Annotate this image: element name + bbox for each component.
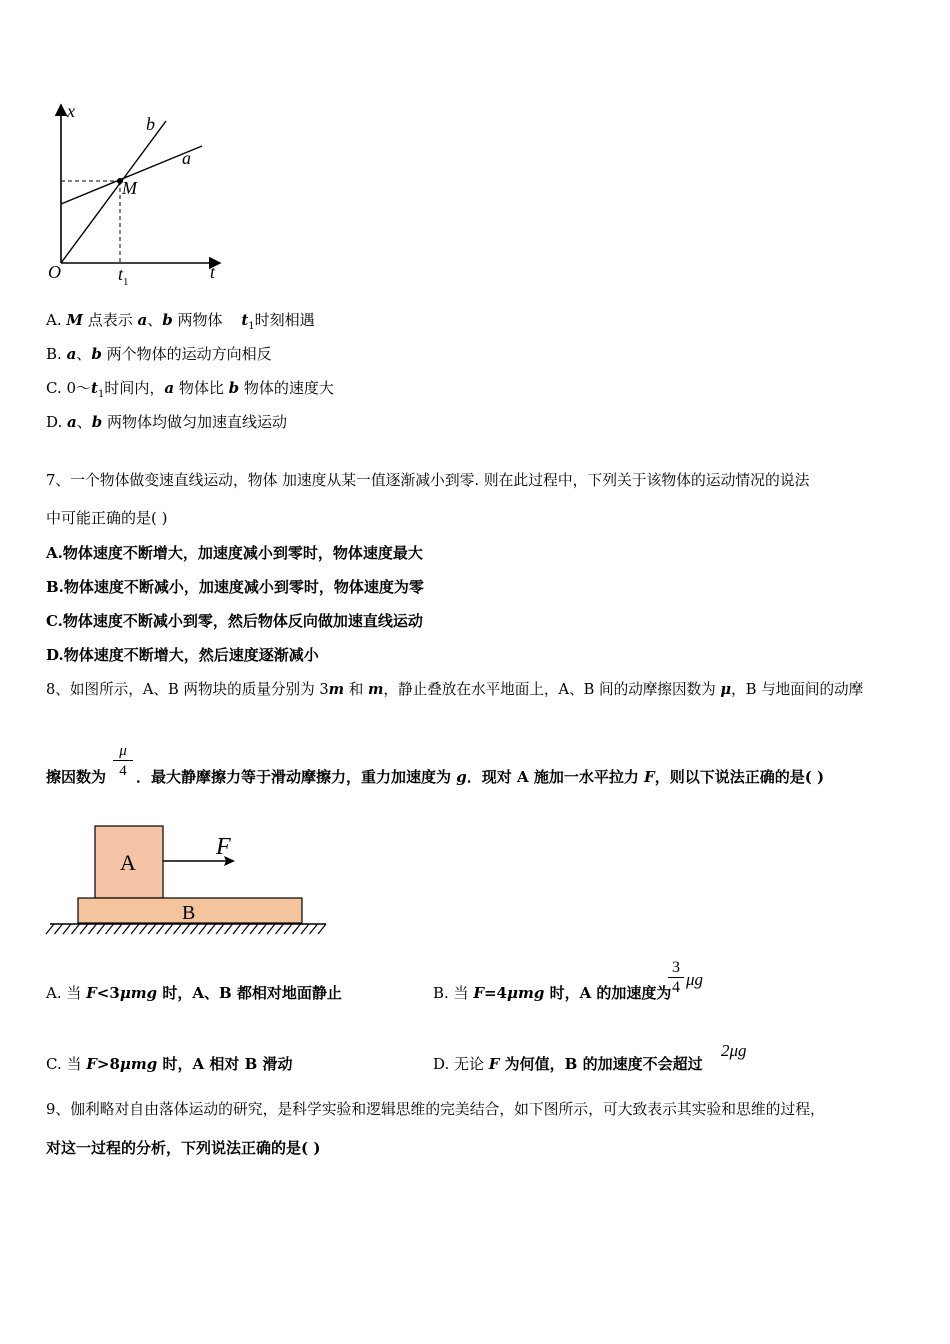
q7-stem-line2: 中可能正确的是( ) — [46, 509, 168, 527]
hatch-mark — [208, 924, 216, 934]
ground-hatching — [46, 924, 326, 934]
hatch-mark — [199, 924, 207, 934]
q9-stem-line2: 对这一过程的分析，下列说法正确的是( ) — [46, 1139, 321, 1157]
q8-stem-line1: 8、如图所示，A、B 两物块的质量分别为 3m 和 m，静止叠放在水平地面上，A、B 间的动摩擦因数为 μ，B 与地面间的动摩 — [46, 681, 864, 698]
hatch-mark — [140, 924, 148, 934]
hatch-mark — [250, 924, 258, 934]
hatch-mark — [182, 924, 190, 934]
hatch-mark — [242, 924, 250, 934]
hatch-mark — [165, 924, 173, 934]
block-b-label: B — [182, 902, 196, 924]
hatch-mark — [310, 924, 318, 934]
hatch-mark — [55, 924, 63, 934]
q6-option-a: A. M 点表示 a、b 两物体 $t_1$时刻相遇 — [46, 311, 315, 332]
force-label: F — [216, 834, 231, 860]
hatch-mark — [46, 924, 54, 934]
hatch-mark — [259, 924, 267, 934]
hatch-mark — [97, 924, 105, 934]
hatch-mark — [293, 924, 301, 934]
q8-option-b: B. 当 F=4μmg 时，A 的加速度为 — [433, 984, 672, 1002]
q8-option-d: D. 无论 F 为何值，B 的加速度不会超过 — [433, 1055, 703, 1073]
hatch-mark — [114, 924, 122, 934]
hatch-mark — [123, 924, 131, 934]
hatch-mark — [131, 924, 139, 934]
q7-option-b: B.物体速度不断减小，加速度减小到零时，物体速度为零 — [46, 578, 424, 596]
line-b — [61, 121, 166, 263]
block-figure — [44, 820, 334, 942]
hatch-mark — [80, 924, 88, 934]
hatch-mark — [63, 924, 71, 934]
hatch-mark — [157, 924, 165, 934]
hatch-mark — [233, 924, 241, 934]
hatch-mark — [216, 924, 224, 934]
q6-option-d: D. a、b 两物体均做匀加速直线运动 — [46, 413, 288, 431]
hatch-mark — [191, 924, 199, 934]
line-b-label: b — [146, 114, 155, 134]
q7-option-d: D.物体速度不断增大，然后速度逐渐减小 — [46, 646, 319, 664]
q8-friction-fraction: $\frac{\mu}{4}$ — [113, 742, 133, 781]
q7-stem-line1: 7、一个物体做变速直线运动，物体 加速度从某一值逐渐减小到零. 则在此过程中，下列关于该物体的运动情况的说法 — [46, 472, 810, 489]
hatch-mark — [89, 924, 97, 934]
hatch-mark — [106, 924, 114, 934]
q6-option-b: B. a、b 两个物体的运动方向相反 — [46, 345, 272, 363]
q6-option-c: C. $0\sim t_1$时间内，a 物体比 b 物体的速度大 — [46, 379, 334, 400]
hatch-mark — [284, 924, 292, 934]
x-axis-label: x — [67, 101, 75, 121]
q9-stem-line1: 9、伽利略对自由落体运动的研究，是科学实验和逻辑思维的完美结合，如下图所示，可大致表示其实验和思维的过程， — [46, 1101, 825, 1118]
hatch-mark — [267, 924, 275, 934]
t1-label: $t_1$ — [118, 264, 129, 288]
origin-label: O — [48, 262, 61, 282]
q8-option-d-tail: 2μg — [721, 1041, 747, 1060]
q7-option-c: C.物体速度不断减小到零，然后物体反向做加速直线运动 — [46, 612, 423, 630]
q8-option-b-tail: μg — [686, 970, 704, 989]
q8-option-a: A. 当 F<3μmg 时，A、B 都相对地面静止 — [46, 984, 342, 1002]
hatch-mark — [72, 924, 80, 934]
xt-graph — [40, 95, 240, 295]
q8-option-c: C. 当 F>8μmg 时，A 相对 B 滑动 — [46, 1055, 293, 1073]
q7-option-a: A.物体速度不断增大，加速度减小到零时，物体速度最大 — [46, 544, 423, 562]
hatch-mark — [318, 924, 326, 934]
hatch-mark — [301, 924, 309, 934]
hatch-mark — [148, 924, 156, 934]
q8-option-b-fraction: $\frac{3}{4}$ — [668, 958, 684, 998]
q8-stem-line2-rest: ．最大静摩擦力等于滑动摩擦力，重力加速度为 g．现对 A 施加一水平拉力 F，则以下说法正确的是( ) — [136, 768, 825, 786]
block-a-label: A — [120, 850, 136, 875]
line-a-label: a — [182, 148, 191, 168]
point-m-label: M — [122, 178, 137, 198]
q8-stem-line2-prefix: 擦因数为 — [46, 768, 107, 786]
hatch-mark — [174, 924, 182, 934]
t-axis-label: t — [210, 262, 216, 282]
hatch-mark — [276, 924, 284, 934]
hatch-mark — [225, 924, 233, 934]
